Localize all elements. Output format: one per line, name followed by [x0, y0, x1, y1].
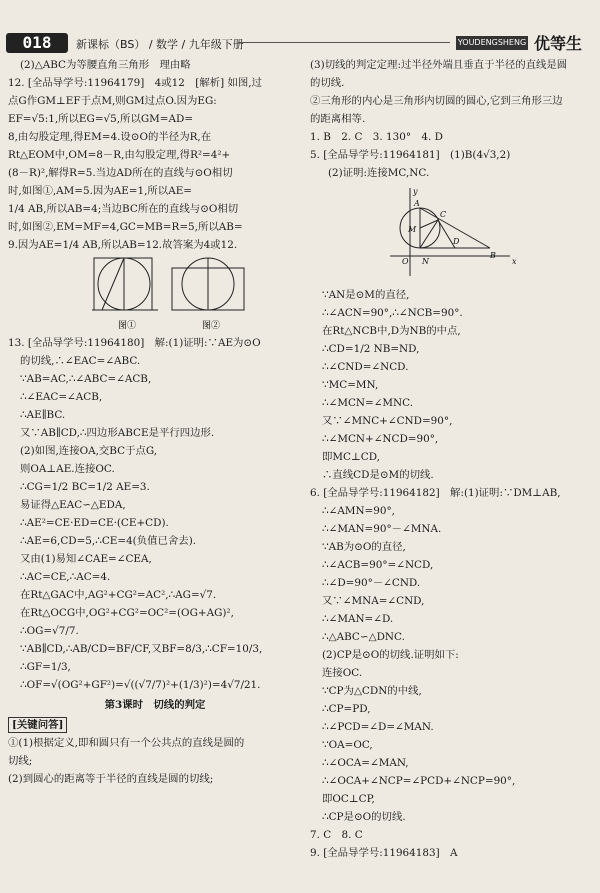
- answer-block-12: [8, 56, 302, 254]
- figure-label: B: [490, 251, 496, 260]
- text-line: ∴AE∥BC.: [20, 409, 66, 421]
- right-column: [310, 56, 594, 862]
- answer-block-6: [310, 484, 594, 826]
- text-line: 在Rt△GAC中,AG²+CG²=AC²,∴AG=√7.: [20, 589, 217, 601]
- figure-12: [8, 256, 302, 332]
- header-rule: [238, 42, 450, 43]
- text-line: (2)如图,连接OA,交BC于点G,: [20, 445, 158, 457]
- text-line: ∴CG=1/2 BC=1/2 AE=3.: [20, 481, 150, 493]
- text-line: 13. [全品导学号:11964180] 解:(1)证明:∵AE为⊙O: [8, 337, 261, 349]
- page-number: 018: [6, 33, 68, 53]
- text-line: 又∵∠MNA=∠CND,: [322, 595, 425, 607]
- text-line: ∵AB为⊙O的直径,: [322, 541, 406, 553]
- text-line: ∴∠MCN=∠MNC.: [322, 397, 414, 409]
- text-line: ∴AE=6,CD=5,∴CE=4(负值已舍去).: [20, 535, 197, 547]
- text-line: 又∵AB∥CD,∴四边形ABCE是平行四边形.: [20, 427, 215, 439]
- text-line: (2)证明:连接MC,NC.: [328, 167, 430, 179]
- text-line: 6. [全品导学号:11964182] 解:(1)证明:∵DM⊥AB,: [310, 487, 561, 499]
- text-line: 在Rt△NCB中,D为NB的中点,: [322, 325, 461, 337]
- text-line: (2)△ABC为等腰直角三角形 理由略: [20, 59, 191, 71]
- text-line: ∴∠MCN+∠NCD=90°,: [322, 433, 439, 445]
- figure-label: y: [413, 187, 418, 196]
- page-header: [0, 0, 600, 58]
- text-line: 8,由勾股定理,得EM=4.设⊙O的半径为R,在: [8, 131, 212, 143]
- text-line: ∴AE²=CE·ED=CE·(CE+CD).: [20, 517, 169, 529]
- figure-label: D: [453, 237, 460, 246]
- text-line: ①(1)根据定义,即和圆只有一个公共点的直线是圆的: [8, 737, 245, 749]
- text-line: ∴∠OCA+∠NCP=∠PCD+∠NCP=90°,: [322, 775, 516, 787]
- text-line: ∵AN是⊙M的直径,: [322, 289, 410, 301]
- text-line: ∴OG=√7/7.: [20, 625, 79, 637]
- text-line: 时,如图①,AM=5.因为AE=1,所以AE=: [8, 185, 192, 197]
- text-line: 即OC⊥CP,: [322, 793, 375, 805]
- figure-label: A: [414, 199, 420, 208]
- text-line: (8－R)²,解得R=5.当边AD所在的直线与⊙O相切: [8, 167, 233, 179]
- answer-block-5: [310, 286, 594, 484]
- text-line: 12. [全品导学号:11964179] 4或12 [解析] 如图,过: [8, 77, 262, 89]
- figure-caption-1: 图①: [118, 321, 137, 331]
- text-line: 又∵∠MNC+∠CND=90°,: [322, 415, 453, 427]
- text-line: 的距离相等.: [310, 113, 366, 125]
- text-line: ∵CP为△CDN的中线,: [322, 685, 422, 697]
- text-line: 则OA⊥AE.连接OC.: [20, 463, 115, 475]
- text-line: ∴∠EAC=∠ACB,: [20, 391, 103, 403]
- left-column: [8, 56, 302, 788]
- section-title: 第3课时 切线的判定: [104, 699, 206, 711]
- text-line: ∴GF=1/3,: [20, 661, 71, 673]
- text-line: 时,如图②,EM=MF=4,GC=MB=R=5,所以AB=: [8, 221, 243, 233]
- text-line: 点G作GM⊥EF于点M,则GM过点O.因为EG:: [8, 95, 217, 107]
- text-line: 切线;: [8, 755, 33, 767]
- text-line: 1. B 2. C 3. 130° 4. D: [310, 131, 443, 143]
- text-line: 5. [全品导学号:11964181] (1)B(4√3,2): [310, 149, 511, 161]
- figure-label: N: [422, 257, 429, 266]
- text-line: ∴∠OCA=∠MAN,: [322, 757, 409, 769]
- figure-label: C: [440, 210, 447, 219]
- text-line: ∵AB∥CD,∴AB/CD=BF/CF,又BF=8/3,∴CF=10/3,: [20, 643, 263, 655]
- text-line: 又由(1)易知∠CAE=∠CEA,: [20, 553, 152, 565]
- text-line: ∴CP=PD,: [322, 703, 371, 715]
- key-questions-label: [关键问答]: [8, 717, 67, 733]
- text-line: 1/4 AB,所以AB=4;当边BC所在的直线与⊙O相切: [8, 203, 239, 215]
- text-line: ∵OA=OC,: [322, 739, 373, 751]
- figure-label: x: [512, 257, 517, 266]
- text-line: ∵MC=MN,: [322, 379, 379, 391]
- text-line: ∴∠ACN=90°,∴∠NCB=90°.: [322, 307, 463, 319]
- brand-title: 优等生: [534, 34, 583, 53]
- text-line: ∵AB=AC,∴∠ABC=∠ACB,: [20, 373, 152, 385]
- text-line: 9.因为AE=1/4 AB,所以AB=12.故答案为4或12.: [8, 239, 238, 251]
- figure-label: O: [402, 257, 409, 266]
- text-line: ∴∠PCD=∠D=∠MAN.: [322, 721, 434, 733]
- text-line: (3)切线的判定定理:过半径外端且垂直于半径的直线是圆: [310, 59, 568, 71]
- answer-block-13: [8, 334, 302, 694]
- text-line: ∴∠ACB=90°=∠NCD,: [322, 559, 434, 571]
- text-line: EF=√5:1,所以EG=√5,所以GM=AD=: [8, 113, 194, 125]
- text-line: (2)CP是⊙O的切线.证明如下:: [322, 649, 459, 661]
- text-line: ∴△ABC∽△DNC.: [322, 631, 405, 643]
- brand-logo: YOUDENGSHENG: [456, 36, 528, 50]
- text-line: ∴∠D=90°－∠CND.: [322, 577, 421, 589]
- text-line: 易证得△EAC∽△EDA,: [20, 499, 126, 511]
- text-line: ∴OF=√(OG²+GF²)=√((√7/7)²+(1/3)²)=4√7/21.: [20, 679, 261, 691]
- text-line: 的切线.: [310, 77, 345, 89]
- text-line: ∴AC=CE,∴AC=4.: [20, 571, 111, 583]
- text-line: ∴∠CND=∠NCD.: [322, 361, 409, 373]
- figure-label: M: [408, 225, 417, 234]
- breadcrumb: 新课标（BS） / 数学 / 九年级下册: [76, 38, 244, 51]
- text-line: ②三角形的内心是三角形内切圆的圆心,它到三角形三边: [310, 95, 563, 107]
- text-line: 即MC⊥CD,: [322, 451, 380, 463]
- text-line: 连接OC.: [322, 667, 363, 679]
- figure-caption-2: 图②: [202, 321, 221, 331]
- text-line: 7. C 8. C: [310, 829, 363, 841]
- text-line: ∴∠MAN=∠D.: [322, 613, 394, 625]
- text-line: ∴∠MAN=90°－∠MNA.: [322, 523, 442, 535]
- text-line: ∴CD=1/2 NB=ND,: [322, 343, 420, 355]
- text-line: 9. [全品导学号:11964183] A: [310, 847, 458, 859]
- text-line: ∴∠AMN=90°,: [322, 505, 395, 517]
- figure-5: [310, 184, 594, 284]
- text-line: 的切线,∴∠EAC=∠ABC.: [20, 355, 141, 367]
- text-line: ∴直线CD是⊙M的切线.: [322, 469, 434, 481]
- text-line: 在Rt△OCG中,OG²+CG²=OC²=(OG+AG)²,: [20, 607, 234, 619]
- text-line: Rt△EOM中,OM=8－R,由勾股定理,得R²=4²+: [8, 149, 231, 161]
- text-line: ∴CP是⊙O的切线.: [322, 811, 406, 823]
- text-line: (2)到圆心的距离等于半径的直线是圆的切线;: [8, 773, 214, 785]
